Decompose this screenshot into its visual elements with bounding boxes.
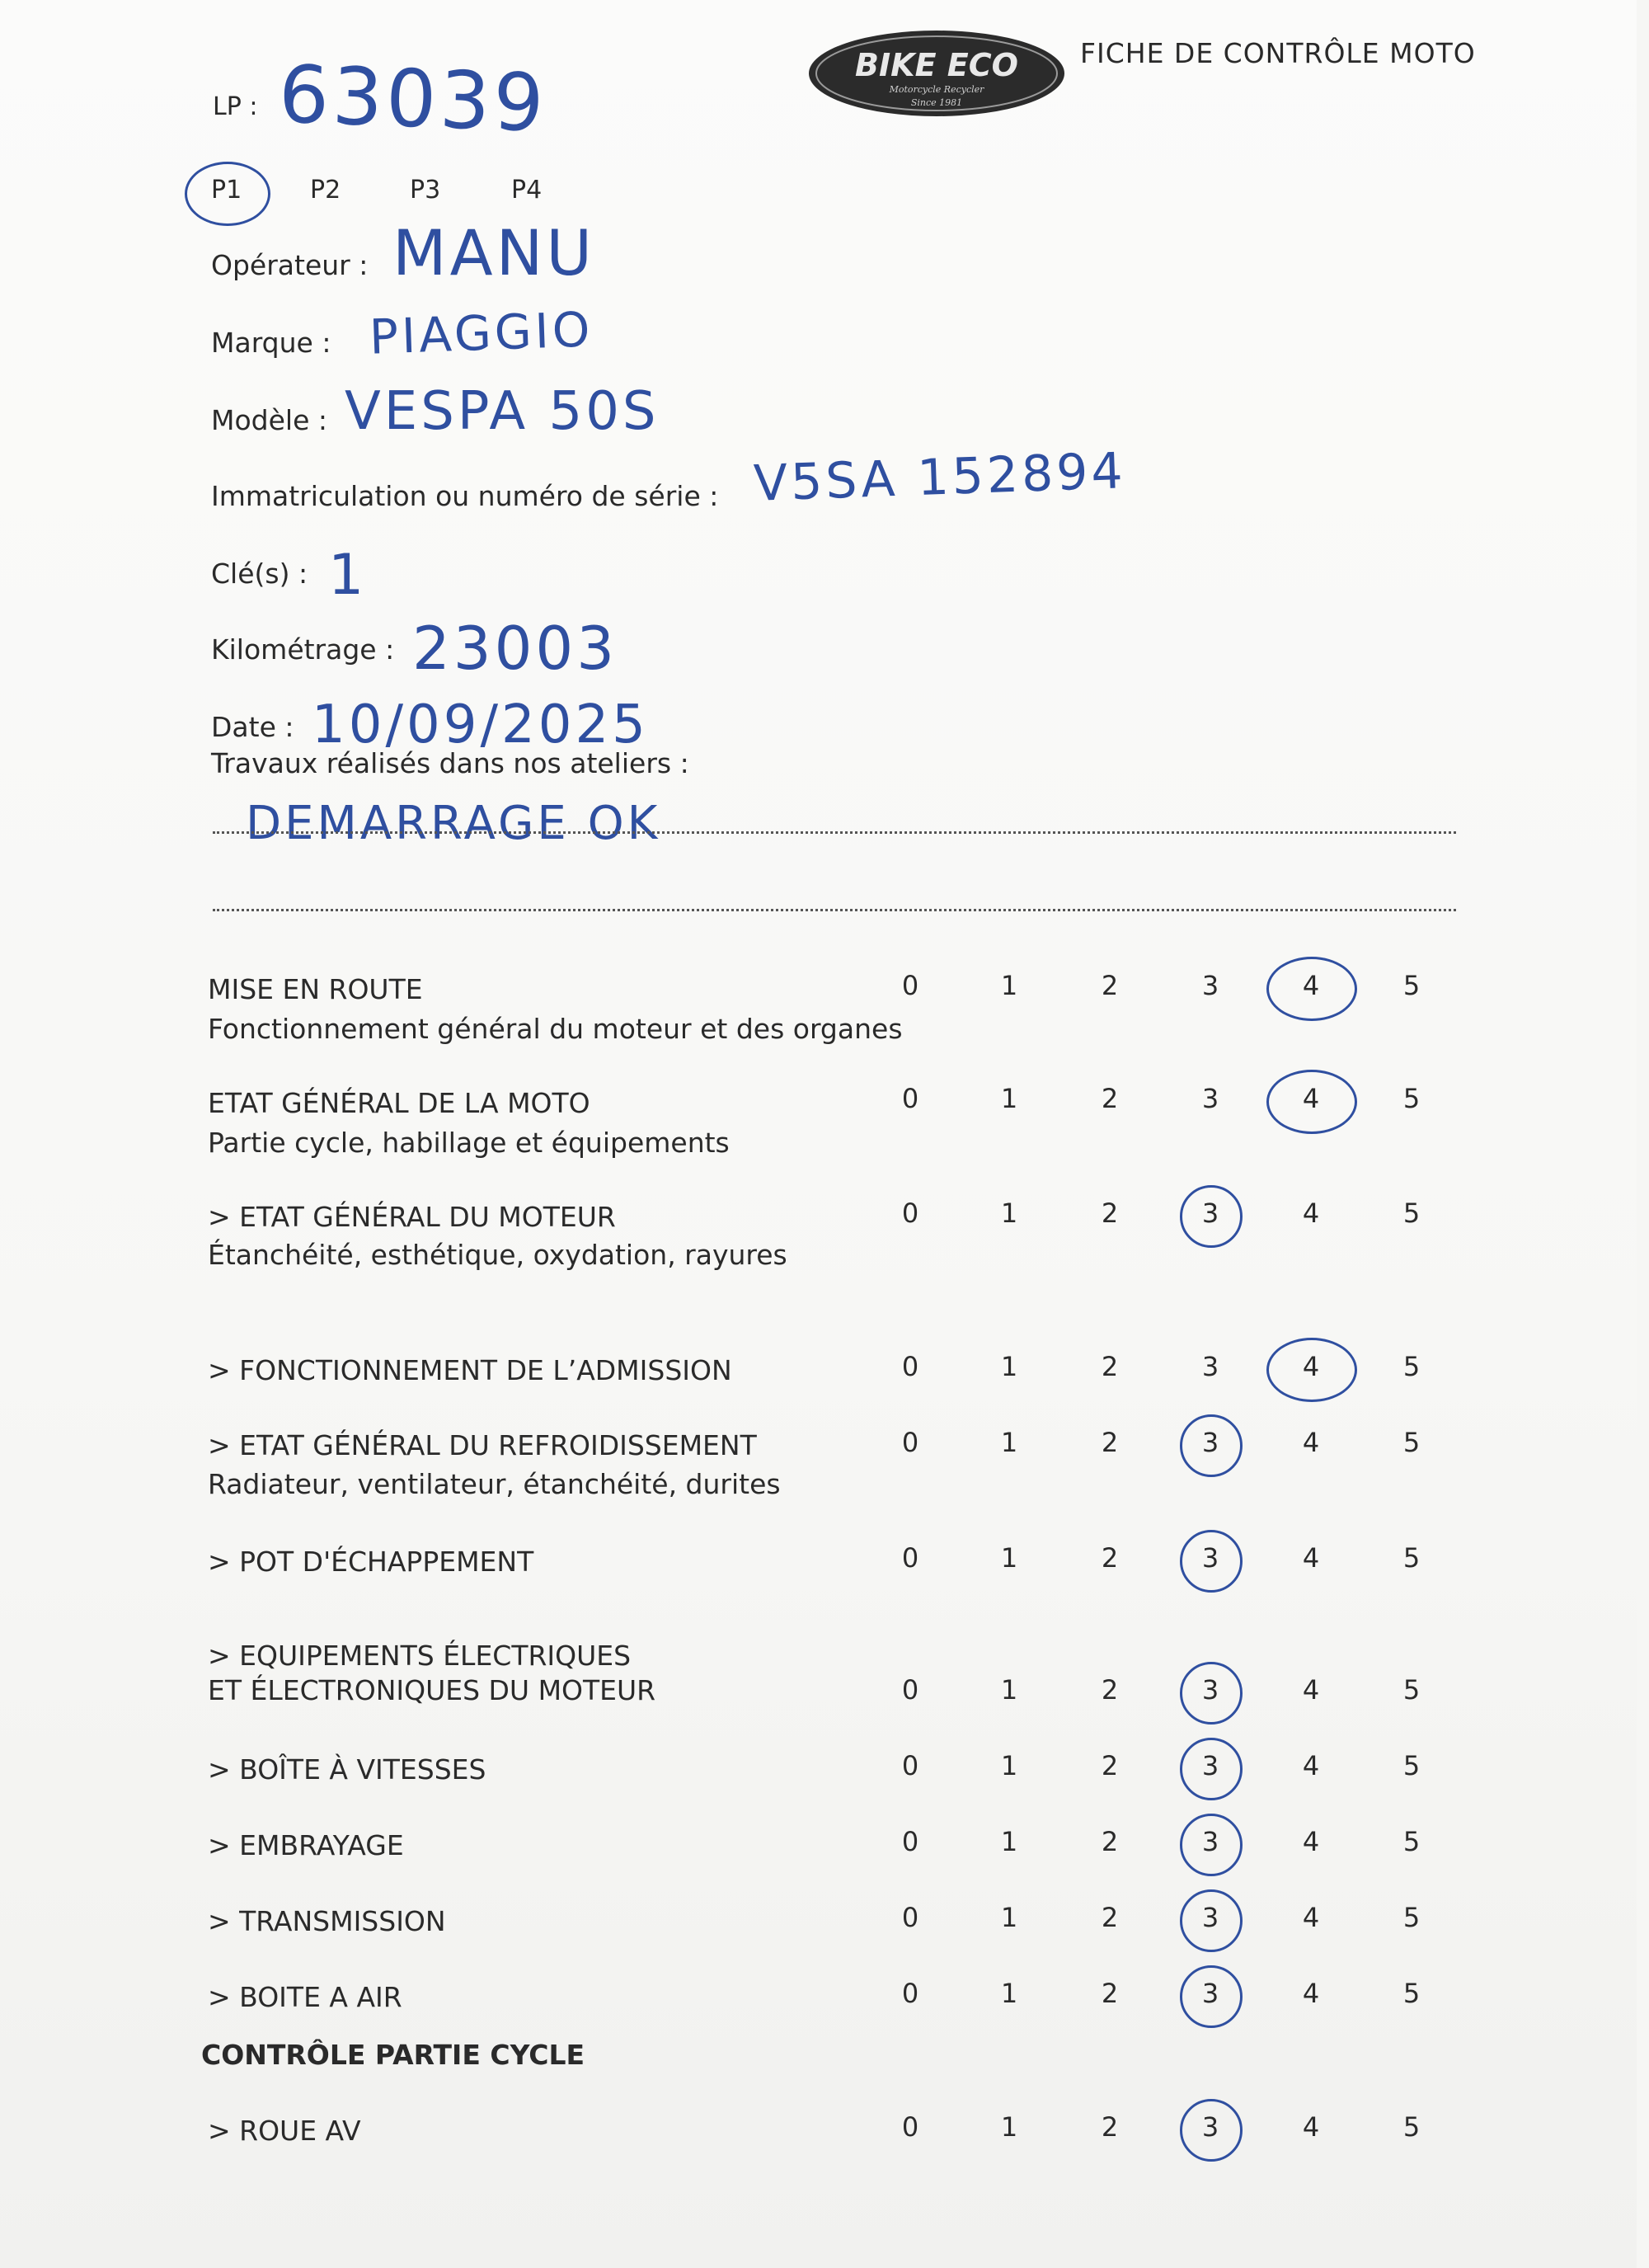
rating-score-option[interactable]: 0 — [901, 1427, 919, 1458]
rating-score-option[interactable]: 3 — [1201, 1198, 1219, 1229]
svg-text:Since 1981: Since 1981 — [910, 97, 963, 108]
rating-title: > ETAT GÉNÉRAL DU REFROIDISSEMENT — [208, 1429, 757, 1461]
rating-title: > EQUIPEMENTS ÉLECTRIQUES — [208, 1640, 632, 1672]
rating-score-option[interactable]: 1 — [1000, 1351, 1018, 1382]
rating-title: > POT D'ÉCHAPPEMENT — [208, 1546, 534, 1578]
selected-score-circle — [1180, 2099, 1243, 2162]
rating-score-option[interactable]: 2 — [1101, 1542, 1119, 1574]
date-value: 10/09/2025 — [312, 694, 649, 755]
rating-score-option[interactable]: 4 — [1302, 2111, 1320, 2143]
mileage-value: 23003 — [412, 614, 618, 683]
rating-score-option[interactable]: 5 — [1402, 2111, 1421, 2143]
rating-score-option[interactable]: 4 — [1302, 970, 1320, 1001]
rating-score-option[interactable]: 5 — [1402, 1902, 1421, 1933]
model-label: Modèle : — [211, 404, 327, 436]
rating-score-option[interactable]: 3 — [1201, 970, 1219, 1001]
rating-score-option[interactable]: 5 — [1402, 1083, 1421, 1114]
rating-score-option[interactable]: 1 — [1000, 1427, 1018, 1458]
rating-score-option[interactable]: 3 — [1201, 1674, 1219, 1706]
section-cycle-heading: CONTRÔLE PARTIE CYCLE — [201, 2039, 585, 2071]
rating-score-option[interactable]: 5 — [1402, 1198, 1421, 1229]
rating-score-option[interactable]: 5 — [1402, 1542, 1421, 1574]
selected-score-circle — [1180, 1414, 1243, 1477]
rating-score-option[interactable]: 0 — [901, 1902, 919, 1933]
rating-score-option[interactable]: 5 — [1402, 1351, 1421, 1382]
rating-subtitle: Fonctionnement général du moteur et des organes — [208, 1013, 903, 1045]
rating-score-option[interactable]: 0 — [901, 1750, 919, 1781]
registration-label: Immatriculation ou numéro de série : — [211, 480, 719, 512]
rating-subtitle: Radiateur, ventilateur, étanchéité, durites — [208, 1468, 781, 1500]
rating-title: > FONCTIONNEMENT DE L’ADMISSION — [208, 1354, 732, 1386]
svg-text:BIKE ECO: BIKE ECO — [855, 47, 1018, 83]
rating-score-option[interactable]: 1 — [1000, 1674, 1018, 1706]
position-p3[interactable]: P3 — [410, 176, 441, 205]
rating-score-option[interactable]: 1 — [1000, 2111, 1018, 2143]
rating-score-option[interactable]: 4 — [1302, 1750, 1320, 1781]
rating-score-option[interactable]: 5 — [1402, 1826, 1421, 1857]
rating-score-option[interactable]: 3 — [1201, 1542, 1219, 1574]
works-line-2 — [213, 909, 1456, 911]
rating-score-option[interactable]: 2 — [1101, 1674, 1119, 1706]
rating-score-option[interactable]: 0 — [901, 1198, 919, 1229]
rating-score-option[interactable]: 2 — [1101, 970, 1119, 1001]
rating-score-option[interactable]: 2 — [1101, 2111, 1119, 2143]
rating-score-option[interactable]: 0 — [901, 1351, 919, 1382]
selected-score-circle — [1180, 1889, 1243, 1952]
rating-title: > ETAT GÉNÉRAL DU MOTEUR — [208, 1201, 616, 1233]
rating-score-option[interactable]: 5 — [1402, 1427, 1421, 1458]
rating-subtitle: Partie cycle, habillage et équipements — [208, 1127, 730, 1159]
rating-score-option[interactable]: 2 — [1101, 1826, 1119, 1857]
rating-score-option[interactable]: 4 — [1302, 1826, 1320, 1857]
rating-title: MISE EN ROUTE — [208, 973, 423, 1005]
rating-score-option[interactable]: 0 — [901, 1978, 919, 2009]
selected-score-circle — [1180, 1185, 1243, 1248]
rating-score-option[interactable]: 0 — [901, 1542, 919, 1574]
rating-score-option[interactable]: 2 — [1101, 1750, 1119, 1781]
rating-score-option[interactable]: 2 — [1101, 1083, 1119, 1114]
selected-score-circle — [1266, 1338, 1357, 1402]
rating-score-option[interactable]: 1 — [1000, 1542, 1018, 1574]
rating-score-option[interactable]: 4 — [1302, 1902, 1320, 1933]
rating-score-option[interactable]: 3 — [1201, 1902, 1219, 1933]
rating-score-option[interactable]: 4 — [1302, 1351, 1320, 1382]
brand-value: PIAGGIO — [368, 301, 594, 365]
rating-subtitle: ET ÉLECTRONIQUES DU MOTEUR — [208, 1674, 656, 1706]
rating-score-option[interactable]: 0 — [901, 1826, 919, 1857]
operator-label: Opérateur : — [211, 249, 369, 281]
selected-score-circle — [1266, 957, 1357, 1021]
bike-eco-logo — [806, 28, 1067, 119]
svg-text:Motorcycle Recycler: Motorcycle Recycler — [889, 84, 984, 95]
rating-score-option[interactable]: 5 — [1402, 1978, 1421, 2009]
rating-score-option[interactable]: 1 — [1000, 1826, 1018, 1857]
rating-score-option[interactable]: 0 — [901, 2111, 919, 2143]
works-value: DEMARRAGE OK — [246, 797, 661, 850]
rating-score-option[interactable]: 3 — [1201, 2111, 1219, 2143]
rating-score-option[interactable]: 5 — [1402, 1674, 1421, 1706]
rating-score-option[interactable]: 4 — [1302, 1198, 1320, 1229]
rating-score-option[interactable]: 4 — [1302, 1083, 1320, 1114]
model-value: VESPA 50S — [345, 381, 660, 442]
rating-score-option[interactable]: 3 — [1201, 1427, 1219, 1458]
rating-score-option[interactable]: 2 — [1101, 1198, 1119, 1229]
mileage-label: Kilométrage : — [211, 633, 395, 666]
rating-score-option[interactable]: 1 — [1000, 1750, 1018, 1781]
operator-value: MANU — [392, 216, 596, 289]
brand-label: Marque : — [211, 327, 331, 359]
rating-score-option[interactable]: 4 — [1302, 1542, 1320, 1574]
rating-score-option[interactable]: 3 — [1201, 1978, 1219, 2009]
rating-score-option[interactable]: 4 — [1302, 1674, 1320, 1706]
rating-score-option[interactable]: 2 — [1101, 1427, 1119, 1458]
rating-score-option[interactable]: 4 — [1302, 1427, 1320, 1458]
rating-title: > TRANSMISSION — [208, 1905, 446, 1937]
rating-score-option[interactable]: 5 — [1402, 970, 1421, 1001]
rating-score-option[interactable]: 2 — [1101, 1978, 1119, 2009]
rating-score-option[interactable]: 3 — [1201, 1083, 1219, 1114]
position-p2[interactable]: P2 — [310, 176, 341, 205]
rating-score-option[interactable]: 3 — [1201, 1750, 1219, 1781]
rating-score-option[interactable]: 2 — [1101, 1351, 1119, 1382]
rating-title: > EMBRAYAGE — [208, 1829, 404, 1861]
keys-label: Clé(s) : — [211, 558, 308, 590]
rating-score-option[interactable]: 0 — [901, 970, 919, 1001]
rating-title: > ROUE AV — [208, 2115, 361, 2147]
rating-score-option[interactable]: 1 — [1000, 1083, 1018, 1114]
rating-score-option[interactable]: 1 — [1000, 970, 1018, 1001]
selected-score-circle — [1180, 1814, 1243, 1876]
document-title: FICHE DE CONTRÔLE MOTO — [1080, 37, 1476, 69]
selected-score-circle — [1180, 1662, 1243, 1725]
rating-score-option[interactable]: 3 — [1201, 1351, 1219, 1382]
rating-subtitle: Étanchéité, esthétique, oxydation, rayures — [208, 1239, 787, 1271]
rating-title: > BOÎTE À VITESSES — [208, 1753, 486, 1786]
lp-label: LP : — [213, 92, 258, 121]
position-p1[interactable]: P1 — [211, 176, 242, 205]
rating-score-option[interactable]: 0 — [901, 1083, 919, 1114]
rating-score-option[interactable]: 0 — [901, 1674, 919, 1706]
rating-score-option[interactable]: 1 — [1000, 1198, 1018, 1229]
rating-score-option[interactable]: 1 — [1000, 1978, 1018, 2009]
rating-score-option[interactable]: 4 — [1302, 1978, 1320, 2009]
rating-score-option[interactable]: 2 — [1101, 1902, 1119, 1933]
rating-score-option[interactable]: 1 — [1000, 1902, 1018, 1933]
selected-score-circle — [1180, 1530, 1243, 1593]
rating-title: > BOITE A AIR — [208, 1981, 402, 2013]
rating-title: ETAT GÉNÉRAL DE LA MOTO — [208, 1087, 590, 1119]
selected-score-circle — [1180, 1965, 1243, 2028]
works-label: Travaux réalisés dans nos ateliers : — [211, 747, 689, 779]
lp-value: 63039 — [277, 48, 549, 150]
rating-score-option[interactable]: 5 — [1402, 1750, 1421, 1781]
position-p4[interactable]: P4 — [511, 176, 543, 205]
selected-score-circle — [1180, 1738, 1243, 1800]
date-label: Date : — [211, 711, 294, 743]
keys-value: 1 — [328, 543, 368, 608]
registration-value: V5SA 152894 — [752, 442, 1127, 513]
selected-score-circle — [1266, 1070, 1357, 1134]
works-line-1 — [213, 831, 1456, 834]
rating-score-option[interactable]: 3 — [1201, 1826, 1219, 1857]
